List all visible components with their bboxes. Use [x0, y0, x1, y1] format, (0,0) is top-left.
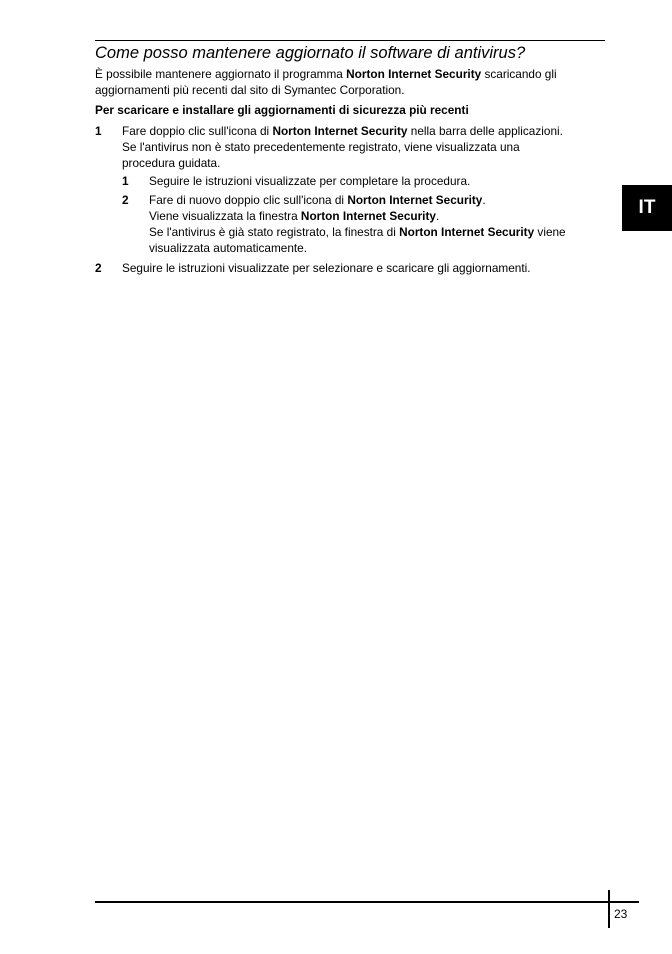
step-text	[122, 123, 608, 171]
step-2	[95, 260, 607, 276]
intro-text: È possibile mantenere aggiornato il programma	[95, 67, 347, 81]
step-text-part: Fare doppio clic sull'icona di	[122, 124, 273, 138]
substep-number: 1	[122, 174, 129, 188]
step-product-name: Norton Internet Security	[272, 124, 408, 138]
substep-text-part: .	[435, 209, 440, 223]
substep-product-name: Norton Internet Security	[347, 193, 483, 207]
substep-text	[149, 192, 609, 256]
step-text-line2: Se l'antivirus non è stato precedentemente registrato, viene visualizzata una	[122, 140, 520, 154]
step-text: Seguire le istruzioni visualizzate per selezionare e scaricare gli aggiornamenti.	[122, 261, 531, 275]
substep-text-part: Fare di nuovo doppio clic sull'icona di	[149, 193, 348, 207]
substep-text-part: .	[482, 193, 486, 207]
step-text-part: nella barra delle applicazioni.	[407, 124, 563, 138]
intro-product-name: Norton Internet Security	[346, 67, 482, 81]
substep-2	[122, 192, 607, 256]
step-number: 2	[95, 261, 102, 275]
intro-text-line2: aggiornamenti più recenti dal sito di Symantec Corporation.	[95, 83, 405, 97]
step-1	[95, 123, 607, 171]
step-number: 1	[95, 124, 102, 138]
procedure-heading: Per scaricare e installare gli aggiornamenti di sicurezza più recenti	[95, 103, 469, 117]
substep-window-name: Norton Internet Security	[300, 209, 436, 223]
intro-text-after: scaricando gli	[481, 67, 557, 81]
step-text-line3: procedura guidata.	[122, 156, 221, 170]
page-number: 23	[614, 907, 628, 921]
substep-window-name: Norton Internet Security	[399, 225, 535, 239]
substep-text-line4: visualizzata automaticamente.	[149, 241, 308, 255]
footer-divider	[608, 890, 610, 928]
substep-text: Seguire le istruzioni visualizzate per completare la procedura.	[149, 174, 471, 188]
substep-text-part: viene	[534, 225, 566, 239]
language-tab: IT	[622, 185, 672, 231]
footer-rule	[95, 901, 639, 903]
substep-text-part: Viene visualizzata la finestra	[149, 209, 301, 223]
substep-text-part: Se l'antivirus è già stato registrato, la finestra di	[149, 225, 400, 239]
intro-paragraph	[95, 66, 607, 98]
header-rule	[95, 40, 605, 41]
substep-1	[122, 173, 607, 189]
substep-number: 2	[122, 193, 129, 207]
section-title: Come posso mantenere aggiornato il software di antivirus?	[95, 44, 526, 62]
